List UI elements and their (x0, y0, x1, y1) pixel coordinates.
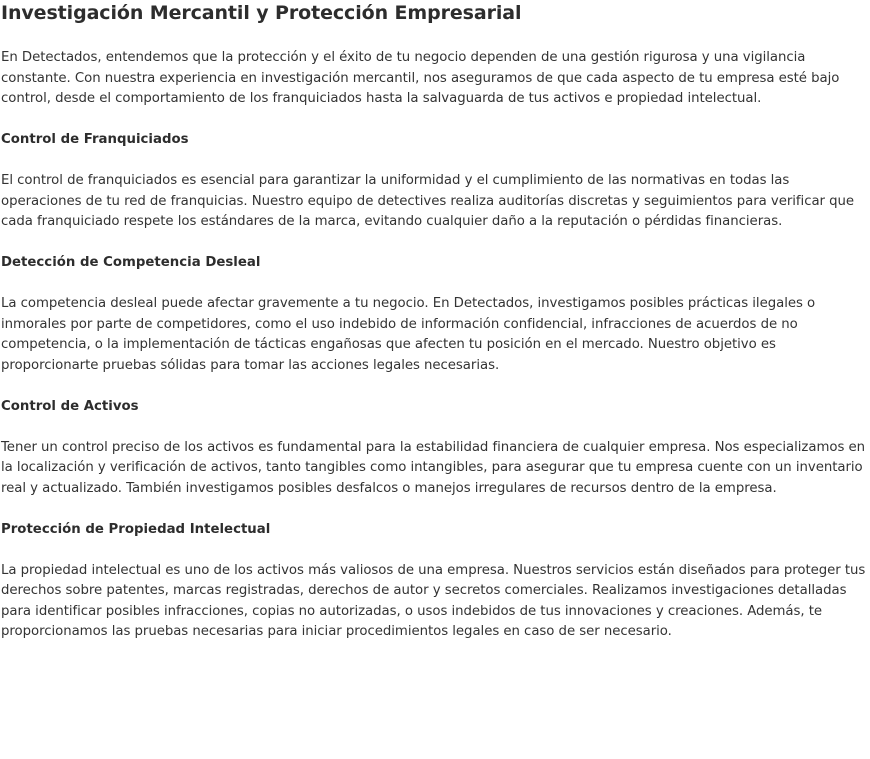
section-heading: Protección de Propiedad Intelectual (1, 521, 271, 537)
section-competencia-desleal (1, 253, 869, 376)
section-heading: Control de Franquiciados (1, 132, 189, 147)
section-control-activos (1, 397, 869, 500)
page-title: Investigación Mercantil y Protección Empresarial (1, 2, 522, 24)
intro-paragraph: En Detectados, entendemos que la protección y el éxito de tu negocio dependen de una gestión rigurosa y una vigilancia constante. Con nuestra experiencia en investigación mercantil, nos aseguramos de que cada aspecto de tu empresa esté bajo control, desde el comportamiento de los franquiciados hasta la salvaguarda de tus activos e propiedad intelectual. (1, 50, 840, 106)
section-heading: Detección de Competencia Desleal (1, 255, 261, 270)
section-propiedad-intelectual (1, 520, 869, 643)
section-body: Tener un control preciso de los activos es fundamental para la estabilidad financiera de cualquier empresa. Nos especializamos en la localización y verificación de activos, tanto tangibles como intangibles, para asegurar que tu empresa cuente con un inventario real y actualizado. También investigamos posibles desfalcos o manejos irregulares de recursos dentro de la empresa. (1, 439, 866, 496)
section-control-franquiciados (1, 130, 869, 233)
section-heading: Control de Activos (1, 398, 139, 414)
section-body: La propiedad intelectual es uno de los activos más valiosos de una empresa. Nuestros servicios están diseñados para proteger tus derechos sobre patentes, marcas registradas, derechos de autor y secretos comerciales. Realizamos investigaciones detalladas para identificar posibles infracciones, copias no autorizadas, o usos indebidos de tus innovaciones y creaciones. Además, te proporcionamos las pruebas necesarias para iniciar procedimientos legales en caso de ser necesario. (1, 562, 866, 639)
section-body: El control de franquiciados es esencial para garantizar la uniformidad y el cumplimiento de las normativas en todas las operaciones de tu red de franquicias. Nuestro equipo de detectives realiza auditorías discretas y seguimientos para verificar que cada franquiciado respete los estándares de la marca, evitando cualquier daño a la reputación o pérdidas financieras. (1, 173, 855, 229)
section-body: La competencia desleal puede afectar gravemente a tu negocio. En Detectados, investigamos posibles prácticas ilegales o inmorales por parte de competidores, como el uso indebido de información confidencial, infracciones de acuerdos de no competencia, o la implementación de tácticas engañosas que afecten tu posición en el mercado. Nuestro objetivo es proporcionarte pruebas sólidas para tomar las acciones legales necesarias. (1, 296, 816, 373)
